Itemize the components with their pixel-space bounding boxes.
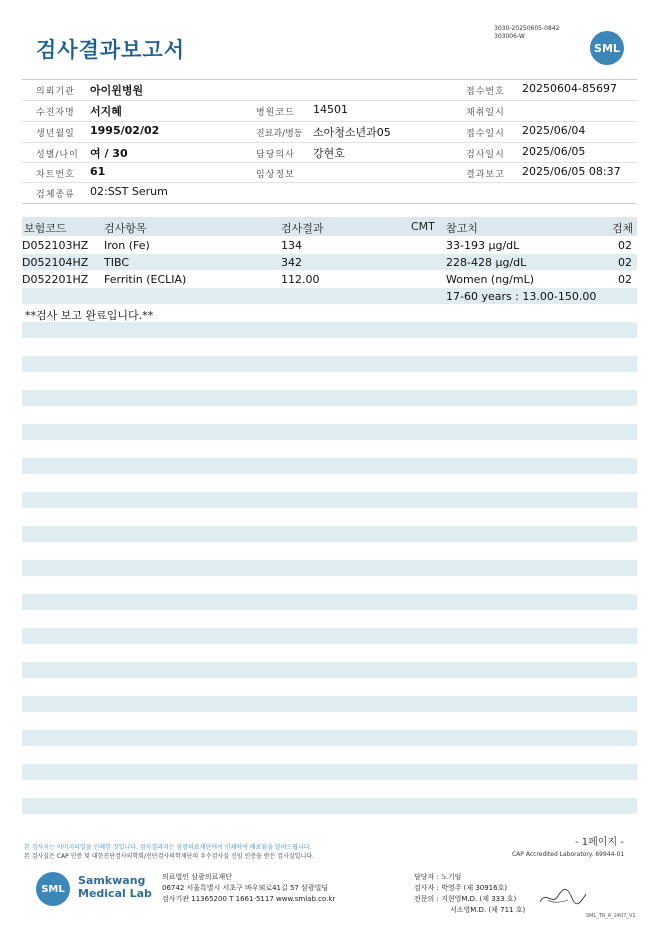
staff-specialist-2: 서소영M.D. (제 711 호) — [450, 906, 526, 914]
dob-label: 생년월일 — [36, 129, 75, 139]
doctor-value: 강현호 — [313, 147, 345, 160]
patient-label: 수진자명 — [36, 108, 75, 118]
test-date-label: 검사일시 — [466, 150, 505, 160]
row-1-specimen: 02 — [618, 239, 632, 252]
row-3-ref-extra: 17-60 years : 13.00-150.00 — [446, 290, 597, 303]
chart-no-label: 차트번호 — [36, 170, 75, 180]
divider — [22, 203, 637, 204]
empty-band — [22, 696, 637, 712]
row-3-result: 112.00 — [281, 273, 320, 286]
empty-band — [22, 798, 637, 814]
dob-value: 1995/02/02 — [90, 124, 160, 137]
empty-band — [22, 356, 637, 372]
row-2-code: D052104HZ — [22, 256, 89, 269]
department-label: 진료과/병동 — [256, 129, 303, 139]
row-2-item: TIBC — [104, 256, 129, 269]
empty-band — [22, 390, 637, 406]
receipt-no-value: 20250604-85697 — [522, 82, 617, 95]
empty-band — [22, 526, 637, 542]
row-3-specimen: 02 — [618, 273, 632, 286]
accreditation-notice: 본 검사실은 CAP 인증 및 대한진단검사의학회/진단검사의학재단의 우수검사실 신임 인증을 받은 검사실입니다. — [24, 853, 314, 860]
org-name — [78, 874, 152, 900]
staff-specialist-1: 전문의 : 지현영M.D. (제 333 호) — [414, 895, 517, 903]
divider — [22, 162, 637, 163]
col-specimen-header: 검체 — [612, 222, 634, 235]
empty-band — [22, 560, 637, 576]
org-name-line-2: Medical Lab — [78, 887, 152, 900]
chart-no-value: 61 — [90, 165, 106, 178]
org-address-line-1: 의료법인 삼광의료재단 — [162, 873, 232, 881]
receipt-date-label: 접수일시 — [466, 129, 505, 139]
row-2-ref: 228-428 μg/dL — [446, 256, 527, 269]
form-id: SML_TR_A_2407_V1 — [586, 913, 636, 919]
col-cmt-header: CMT — [411, 220, 435, 233]
sex-age-label: 성별/나이 — [36, 150, 79, 160]
org-address-line-3: 검사기관 11365200 T 1661-5117 www.smlab.co.kr — [162, 895, 336, 903]
institution-label: 의뢰기관 — [36, 87, 75, 97]
completion-note: **검사 보고 완료입니다.** — [25, 309, 154, 322]
empty-band — [22, 492, 637, 508]
col-code-header: 보험코드 — [24, 222, 67, 235]
org-address — [162, 872, 335, 905]
document-number-line-2: 303006-W — [494, 33, 525, 40]
divider — [22, 182, 637, 183]
patient-value: 서지혜 — [90, 105, 122, 118]
report-date-label: 결과보고 — [466, 170, 505, 180]
empty-band — [22, 628, 637, 644]
page-number: - 1페이지 - — [575, 837, 624, 848]
org-address-line-2: 06742 서울특별시 서초구 바우뫼로41길 57 삼광빌딩 — [162, 884, 329, 892]
row-3-code: D052201HZ — [22, 273, 89, 286]
document-number — [494, 25, 559, 41]
empty-band — [22, 730, 637, 746]
empty-band — [22, 322, 637, 338]
row-1-code: D052103HZ — [22, 239, 89, 252]
hospital-code-label: 병원코드 — [256, 108, 295, 118]
col-ref-header: 참고치 — [446, 222, 478, 235]
document-number-line-1: 3030-20250605-0842 — [494, 25, 560, 32]
clinical-info-label: 임상정보 — [256, 170, 295, 180]
col-item-header: 검사항목 — [104, 222, 147, 235]
row-3-item: Ferritin (ECLIA) — [104, 273, 187, 286]
empty-band — [22, 764, 637, 780]
cap-accreditation: CAP Accredited Laboratory. 69944-01 — [512, 851, 625, 858]
row-3-ref: Women (ng/mL) — [446, 273, 534, 286]
receipt-no-label: 접수번호 — [466, 87, 505, 97]
row-2-specimen: 02 — [618, 256, 632, 269]
row-2-result: 342 — [281, 256, 302, 269]
empty-band — [22, 458, 637, 474]
hospital-code-value: 14501 — [313, 103, 348, 116]
receipt-date-value: 2025/06/04 — [522, 124, 586, 137]
staff-list — [414, 872, 525, 916]
specimen-value: 02:SST Serum — [90, 185, 168, 198]
report-date-value: 2025/06/05 08:37 — [522, 165, 621, 178]
sml-logo: SML — [590, 31, 624, 65]
sex-age-value: 여 / 30 — [90, 147, 128, 160]
doctor-label: 담당의사 — [256, 150, 295, 160]
specimen-label: 검체종류 — [36, 190, 75, 200]
row-1-item: Iron (Fe) — [104, 239, 150, 252]
test-date-value: 2025/06/05 — [522, 145, 586, 158]
footer-logo: SML — [36, 872, 70, 906]
staff-manager: 담당자 : 노기임 — [414, 873, 462, 881]
empty-band — [22, 594, 637, 610]
signature-image — [538, 882, 588, 912]
divider — [22, 100, 637, 101]
staff-tester: 검사자 : 박영주 (제 30916호) — [414, 884, 508, 892]
row-1-result: 134 — [281, 239, 302, 252]
col-result-header: 검사결과 — [281, 222, 324, 235]
department-value: 소아청소년과05 — [313, 126, 391, 139]
divider — [22, 142, 637, 143]
divider — [22, 79, 637, 80]
empty-band — [22, 424, 637, 440]
report-title: 검사결과보고서 — [36, 38, 186, 62]
collect-date-label: 채취일시 — [466, 108, 505, 118]
org-name-line-1: Samkwang — [78, 874, 146, 887]
institution-value: 아이윈병원 — [90, 84, 144, 97]
divider — [22, 121, 637, 122]
empty-band — [22, 662, 637, 678]
print-notice: 본 검사지는 이미지파일을 인쇄한 것입니다. 검사결과지는 삼광의료재단에서 인쇄하여 배포됨을 알려드립니다. — [24, 844, 312, 851]
row-1-ref: 33-193 μg/dL — [446, 239, 520, 252]
